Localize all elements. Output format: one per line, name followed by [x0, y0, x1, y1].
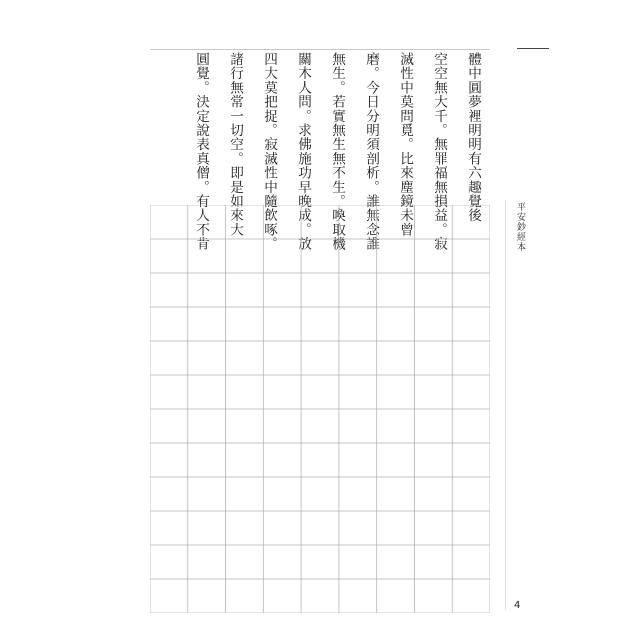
text-column-6: 關木人問。求佛施功早晚成。放	[295, 52, 311, 251]
side-rule	[517, 48, 549, 49]
writing-practice-grid	[150, 205, 490, 613]
book-title: 平安鈔經本	[515, 202, 525, 252]
text-column-8: 諸行無常一切空。即是如來大	[227, 52, 243, 237]
text-column-7: 四大莫把捉。寂滅性中隨飲啄。	[261, 52, 277, 251]
text-column-5: 無生。若實無生無不生。喚取機	[329, 52, 345, 251]
text-column-4: 磨。今日分明須剖析。誰無念誰	[363, 52, 379, 251]
text-column-1: 體中圓夢裡明明有六趣覺後	[465, 52, 481, 223]
sutra-text-block	[150, 52, 490, 251]
text-column-2: 空空無大千。無罪福無損益。寂	[431, 52, 447, 251]
page-number: 4	[514, 600, 521, 611]
text-column-9: 圓覺。決定說表真僧。有人不肯	[193, 52, 209, 251]
text-column-3: 滅性中莫問覓。比來塵鏡未曾	[397, 52, 413, 237]
side-divider	[505, 200, 506, 610]
top-rule	[150, 49, 490, 50]
